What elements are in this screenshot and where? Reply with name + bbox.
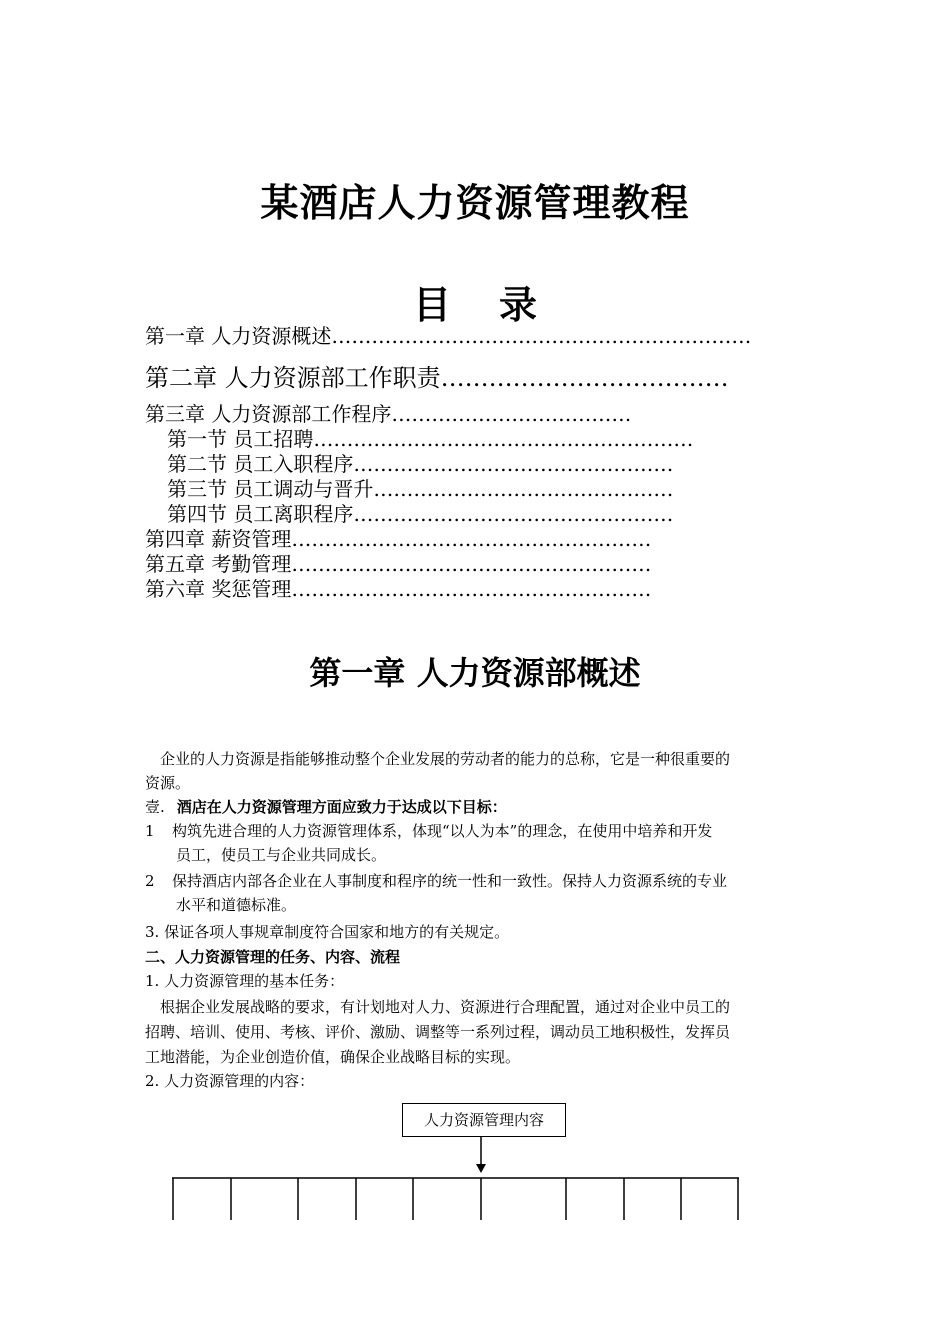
toc-leader-dots: ……………………………………… <box>373 477 674 501</box>
intro-paragraph-line-1: 企业的人力资源是指能够推动整个企业发展的劳动者的能力的总称，它是一种很重要的 <box>160 750 731 768</box>
toc-entry-label: 第三章 人力资源部工作程序 <box>145 402 392 426</box>
toc-leader-dots: ………………………………………………… <box>313 427 694 451</box>
arrow-down-icon <box>476 1164 486 1173</box>
section-one-number: 壹. <box>145 798 165 816</box>
toc-heading-part-1: 目 <box>412 282 451 327</box>
list-item-3: 3. 保证各项人事规章制度符合国家和地方的有关规定。 <box>145 923 510 941</box>
document-title: 某酒店人力资源管理教程 <box>260 180 690 225</box>
toc-entry-label: 第六章 奖惩管理 <box>145 577 292 601</box>
toc-entry-label: 第四章 薪资管理 <box>145 527 292 551</box>
task-heading: 1. 人力资源管理的基本任务： <box>145 972 345 990</box>
toc-leader-dots: ……………………………………………… <box>291 527 652 551</box>
toc-leader-dots: ……………………………… <box>440 364 729 392</box>
toc-entry-label: 第五章 考勤管理 <box>145 552 292 576</box>
task-paragraph-line-2: 招聘、培训、使用、考核、评价、激励、调整等一系列过程，调动员工地积极性，发挥员 <box>145 1023 731 1041</box>
section-one-title: 酒店在人力资源管理方面应致力于达成以下目标： <box>176 798 507 816</box>
list-item-1-line-2: 员工，使员工与企业共同成长。 <box>176 846 387 864</box>
list-item-1-number: 1 <box>145 822 155 840</box>
toc-entry-label: 第二章 人力资源部工作职责 <box>145 364 441 392</box>
content-heading: 2. 人力资源管理的内容： <box>145 1072 315 1090</box>
toc-leader-dots: ………………………………………… <box>353 452 674 476</box>
toc-entry-label: 第一节 员工招聘 <box>167 427 314 451</box>
chapter-title: 第一章 人力资源部概述 <box>309 654 641 692</box>
task-paragraph-line-3: 工地潜能，为企业创造价值，确保企业战略目标的实现。 <box>145 1048 521 1066</box>
diagram-root-box: 人力资源管理内容 <box>402 1103 566 1137</box>
toc-entry-label: 第一章 人力资源概述 <box>145 324 332 348</box>
toc-leader-dots: ……………………………………………………… <box>331 324 752 348</box>
toc-leader-dots: ………………………………………… <box>353 502 674 526</box>
section-two-heading: 二、人力资源管理的任务、内容、流程 <box>145 948 401 966</box>
task-paragraph-line-1: 根据企业发展战略的要求，有计划地对人力、资源进行合理配置，通过对企业中员工的 <box>160 998 731 1016</box>
toc-leader-dots: ……………………………… <box>391 402 632 426</box>
toc-entry-label: 第三节 员工调动与晋升 <box>167 477 374 501</box>
toc-heading-part-2: 录 <box>499 282 538 327</box>
intro-paragraph-line-2: 资源。 <box>145 774 191 792</box>
list-item-2-line-1: 保持酒店内部各企业在人事制度和程序的统一性和一致性。保持人力资源系统的专业 <box>172 872 728 890</box>
list-item-1-line-1: 构筑先进合理的人力资源管理体系，体现“以人为本”的理念，在使用中培养和开发 <box>172 822 713 840</box>
toc-leader-dots: ……………………………………………… <box>291 552 652 576</box>
list-item-2-line-2: 水平和道德标准。 <box>176 896 297 914</box>
toc-leader-dots: ……………………………………………… <box>291 577 652 601</box>
list-item-2-number: 2 <box>145 872 155 890</box>
toc-entry-label: 第四节 员工离职程序 <box>167 502 354 526</box>
toc-entry-label: 第二节 员工入职程序 <box>167 452 354 476</box>
